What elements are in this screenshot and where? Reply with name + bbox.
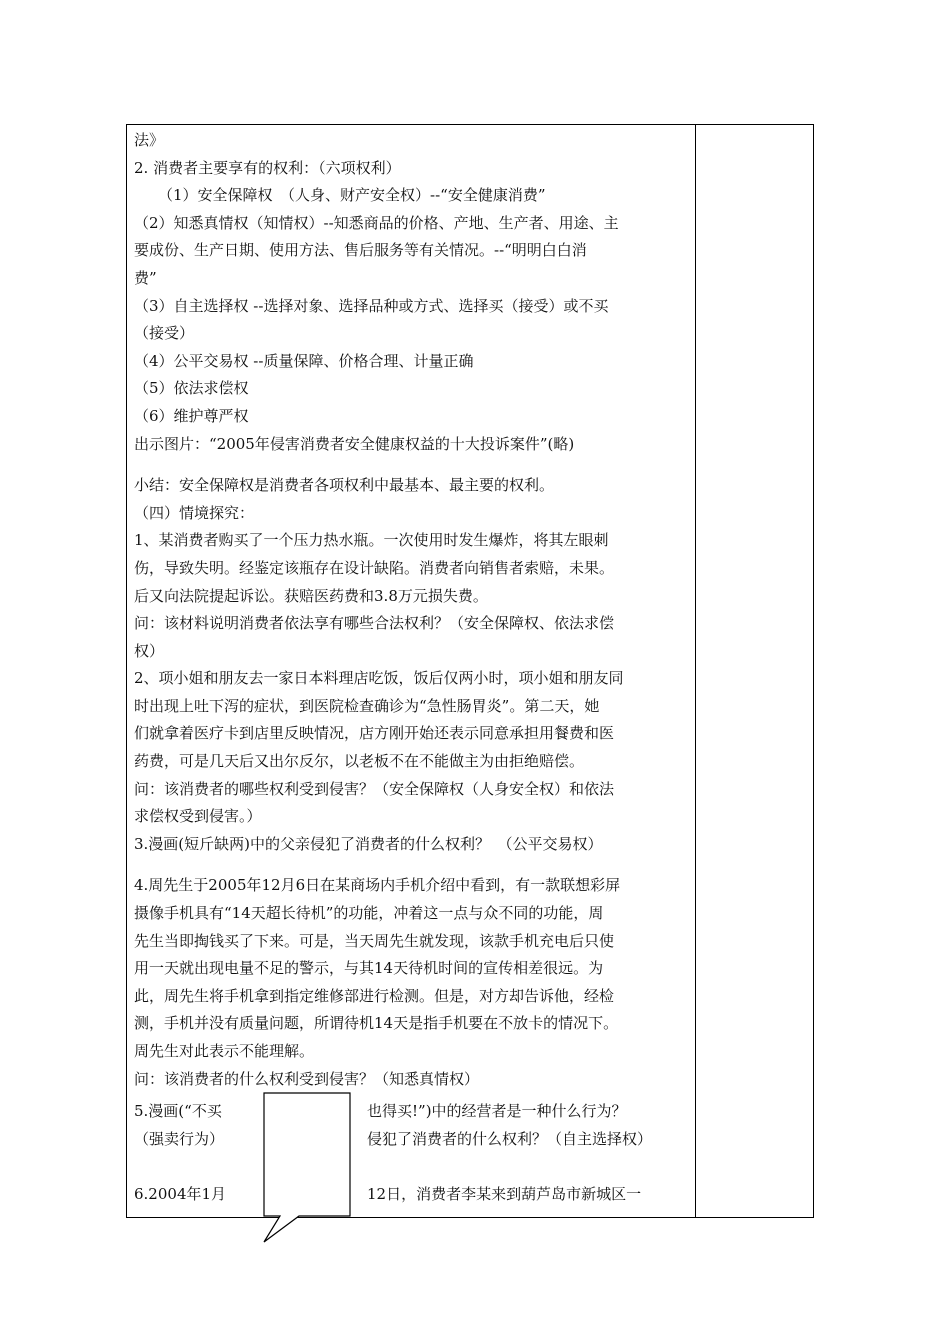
text-line: 2. 消费者主要享有的权利：（六项权利） [134,158,401,177]
lesson-table [126,124,814,1218]
text-line: 3.漫画(短斤缺两)中的父亲侵犯了消费者的什么权利？ （公平交易权） [134,834,603,853]
split-right-text: 12日，消费者李某来到葫芦岛市新城区一 [367,1185,642,1203]
split-left-text: 6.2004年1月 [134,1185,227,1203]
text-line: 问：该材料说明消费者依法享有哪些合法权利？（安全保障权、依法求偿 [134,614,615,633]
text-line: 权） [134,641,165,660]
text-line: 先生当即掏钱买了下来。可是，当天周先生就发现，该款手机充电后只使 [134,931,615,950]
text-line: 小结：安全保障权是消费者各项权利中最基本、最主要的权利。 [134,476,555,495]
text-line: 4.周先生于2005年12月6日在某商场内手机介绍中看到，有一款联想彩屏 [134,876,621,895]
text-line: （5）依法求偿权 [134,379,249,398]
text-line: （接受） [134,324,195,343]
text-line: 问：该消费者的什么权利受到侵害？（知悉真情权） [134,1069,480,1088]
text-line: 后又向法院提起诉讼。获赔医药费和3.8万元损失费。 [134,586,488,605]
content-cell [134,127,690,1093]
text-line: 法》 [134,131,165,149]
text-line: 摄像手机具有“14天超长待机”的功能，冲着这一点与众不同的功能，周 [134,904,604,923]
text-line: （2）知悉真情权（知情权）--知悉商品的价格、产地、生产者、用途、主 [134,213,619,232]
text-line: 此，周先生将手机拿到指定维修部进行检测。但是，对方却告诉他，经检 [134,986,615,1005]
text-line: 用一天就出现电量不足的警示，与其14天待机时间的宣传相差很远。为 [134,959,604,978]
split-left-text: 5.漫画(“不买 [134,1102,222,1120]
split-right-text: 侵犯了消费者的什么权利？（自主选择权） [367,1130,653,1148]
text-line: 要成份、生产日期、使用方法、售后服务等有关情况。--“明明白白消 [134,241,587,260]
text-line: 费” [134,268,157,287]
text-line: （3）自主选择权 --选择对象、选择品种或方式、选择买（接受）或不买 [134,296,609,315]
text-line: 时出现上吐下泻的症状，到医院检查确诊为“急性肠胃炎”。第二天，她 [134,696,600,715]
text-line: 们就拿着医疗卡到店里反映情况，店方刚开始还表示同意承担用餐费和医 [134,724,615,743]
text-line: 周先生对此表示不能理解。 [134,1042,315,1060]
text-line: 药费，可是几天后又出尔反尔，以老板不在不能做主为由拒绝赔偿。 [134,752,585,771]
text-line: 测，手机并没有质量问题，所谓待机14天是指手机要在不放卡的情况下。 [134,1014,619,1033]
text-line: 1、某消费者购买了一个压力热水瓶。一次使用时发生爆炸，将其左眼刺 [134,531,609,550]
text-line: 问：该消费者的哪些权利受到侵害？（安全保障权（人身安全权）和依法 [134,779,615,798]
text-line: （6）维护尊严权 [134,406,249,425]
text-line: 求偿权受到侵害。） [134,807,262,826]
split-right-text: 也得买!”)中的经营者是一种什么行为？ [367,1102,627,1120]
text-line: 2、项小姐和朋友去一家日本料理店吃饭，饭后仅两小时，项小姐和朋友同 [134,669,624,688]
speech-bubble-image [263,1092,355,1246]
text-line: 伤，导致失明。经鉴定该瓶存在设计缺陷。消费者向销售者索赔，未果。 [134,558,615,577]
split-left-text: （强卖行为） [134,1130,225,1148]
text-line: （4）公平交易权 --质量保障、价格合理、计量正确 [134,351,474,370]
column-divider [695,125,696,1217]
text-line: 出示图片：“2005年侵害消费者安全健康权益的十大投诉案件”(略) [134,434,575,453]
text-line: （四）情境探究： [134,503,255,522]
text-line: （1）安全保障权 （人身、财产安全权）--“安全健康消费” [158,186,546,205]
